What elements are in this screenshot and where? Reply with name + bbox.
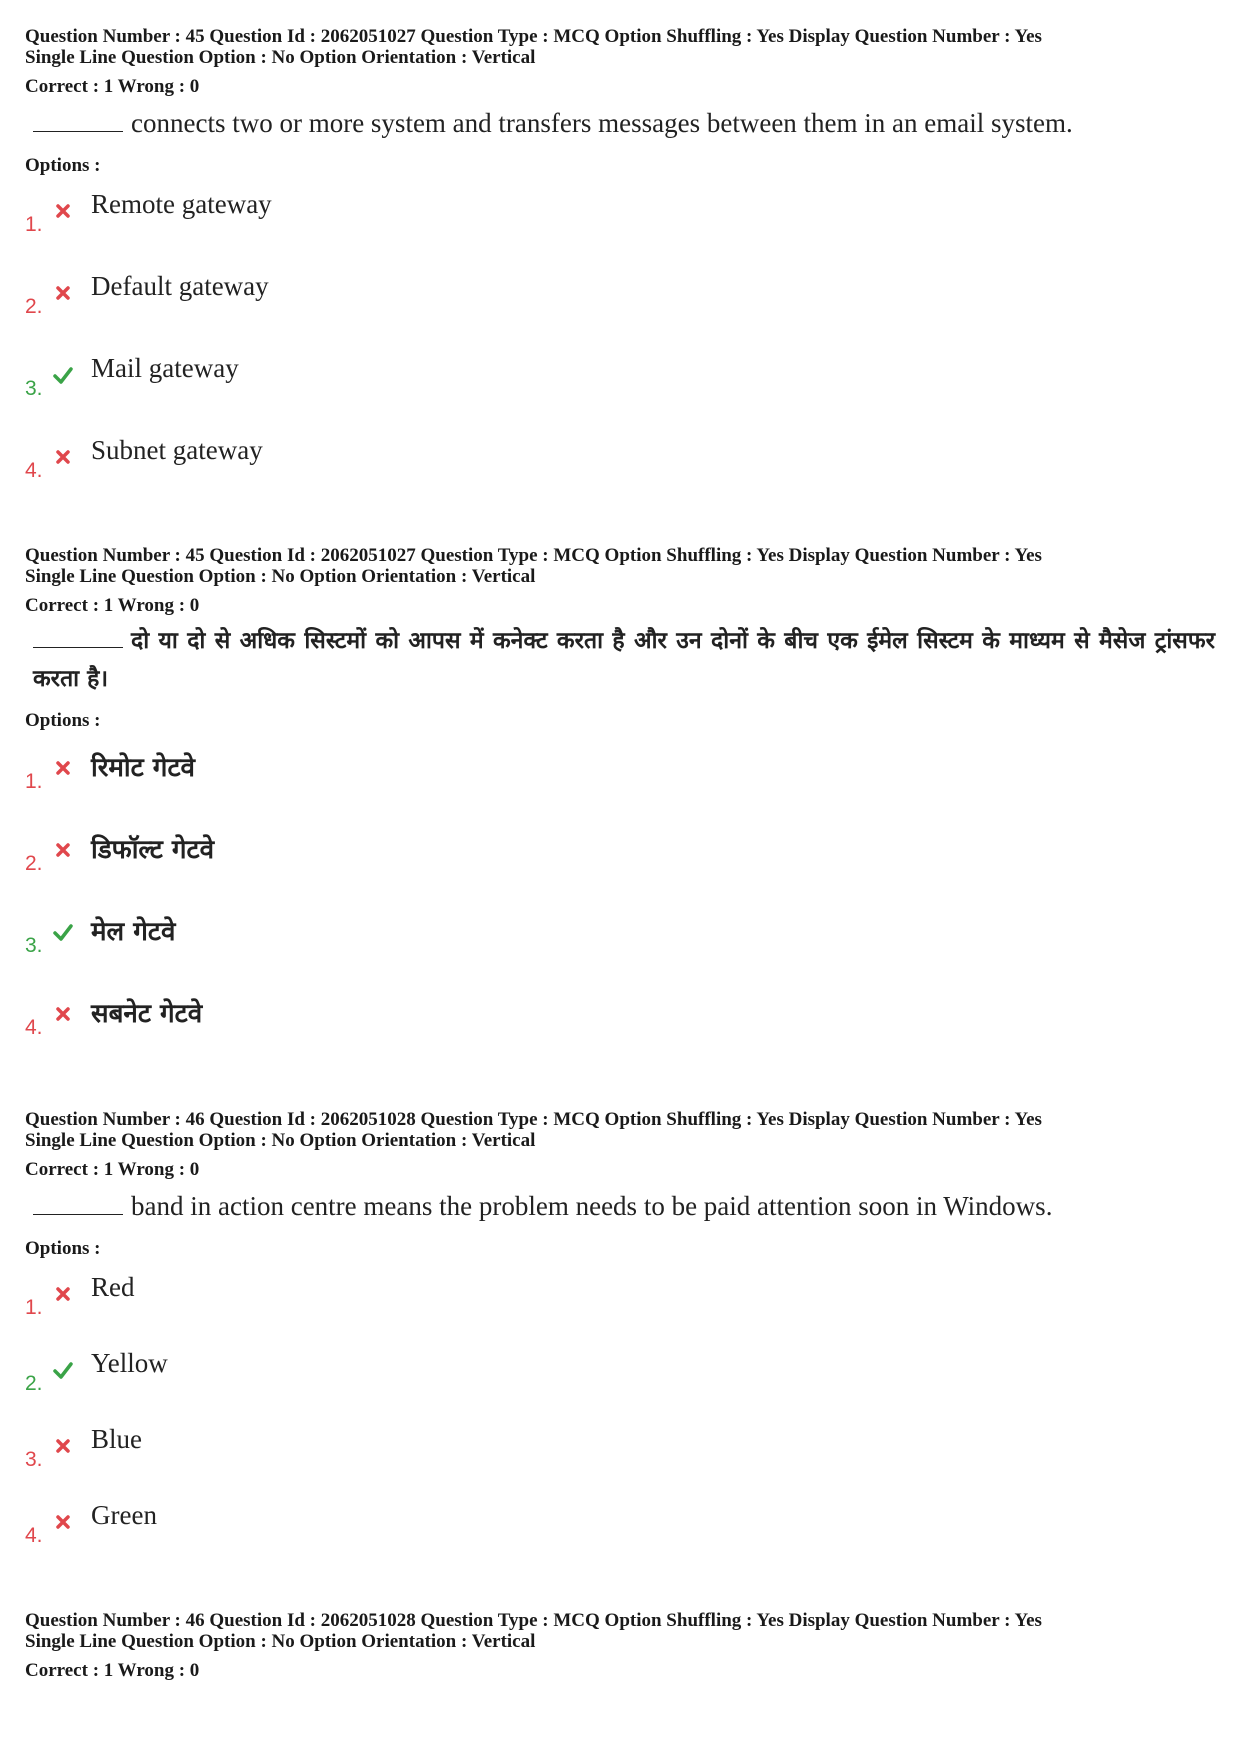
option-item — [25, 832, 1215, 914]
cross-icon — [53, 283, 73, 303]
option-text: Subnet gateway — [91, 435, 263, 465]
question-meta — [25, 1610, 1215, 1652]
question-text — [25, 622, 1215, 698]
answer-blank — [33, 107, 123, 132]
marks-line: Correct : 1 Wrong : 0 — [25, 76, 200, 97]
question-text — [25, 1186, 1215, 1226]
question-block — [25, 26, 1215, 521]
option-text: सबनेट गेटवे — [91, 999, 203, 1029]
option-number: 1. — [25, 213, 43, 236]
meta-line-2: Single Line Question Option : No Option Orientation : Vertical — [25, 1130, 536, 1151]
marks-line: Correct : 1 Wrong : 0 — [25, 595, 200, 616]
option-item — [25, 271, 1215, 357]
option-number: 4. — [25, 1524, 43, 1547]
question-block — [25, 545, 1215, 1078]
options-label: Options : — [25, 1238, 101, 1259]
question-meta — [25, 545, 1215, 587]
option-item — [25, 189, 1215, 275]
option-text: मेल गेटवे — [91, 917, 176, 947]
option-text: रिमोट गेटवे — [91, 753, 196, 783]
option-number: 4. — [25, 1016, 43, 1039]
option-text: Mail gateway — [91, 353, 239, 383]
question-block — [25, 1610, 1215, 1681]
question-text — [25, 103, 1215, 143]
question-block — [25, 1109, 1215, 1580]
option-number: 3. — [25, 934, 43, 957]
option-number: 3. — [25, 1448, 43, 1471]
meta-line-2: Single Line Question Option : No Option Orientation : Vertical — [25, 566, 536, 587]
option-text: Blue — [91, 1424, 142, 1454]
option-text: Yellow — [91, 1348, 168, 1378]
options-label: Options : — [25, 710, 101, 731]
cross-icon — [53, 1004, 73, 1024]
option-text: Default gateway — [91, 271, 269, 301]
question-text-body: band in action centre means the problem needs to be paid attention soon in Windows. — [131, 1191, 1053, 1221]
answer-blank — [33, 1190, 123, 1215]
meta-line-1: Question Number : 46 Question Id : 2062051028 Question Type : MCQ Option Shuffling : Yes Display Question Number : Yes — [25, 1610, 1042, 1631]
check-icon — [53, 365, 73, 385]
option-number: 2. — [25, 295, 43, 318]
option-number: 4. — [25, 459, 43, 482]
option-number: 2. — [25, 1372, 43, 1395]
option-text: Remote gateway — [91, 189, 272, 219]
marks-line: Correct : 1 Wrong : 0 — [25, 1660, 200, 1681]
option-item — [25, 996, 1215, 1078]
meta-line-1: Question Number : 46 Question Id : 2062051028 Question Type : MCQ Option Shuffling : Yes Display Question Number : Yes — [25, 1109, 1042, 1130]
option-number: 1. — [25, 1296, 43, 1319]
marks-line: Correct : 1 Wrong : 0 — [25, 1159, 200, 1180]
option-item — [25, 914, 1215, 996]
cross-icon — [53, 447, 73, 467]
meta-line-1: Question Number : 45 Question Id : 2062051027 Question Type : MCQ Option Shuffling : Yes Display Question Number : Yes — [25, 26, 1042, 47]
cross-icon — [53, 201, 73, 221]
meta-line-2: Single Line Question Option : No Option Orientation : Vertical — [25, 1631, 536, 1652]
option-item — [25, 435, 1215, 521]
option-item — [25, 1348, 1215, 1428]
question-meta — [25, 26, 1215, 68]
meta-line-2: Single Line Question Option : No Option Orientation : Vertical — [25, 47, 536, 68]
question-text-body: connects two or more system and transfers messages between them in an email system. — [131, 108, 1073, 138]
check-icon — [53, 922, 73, 942]
cross-icon — [53, 1512, 73, 1532]
option-item — [25, 1500, 1215, 1580]
options-label: Options : — [25, 155, 101, 176]
cross-icon — [53, 1436, 73, 1456]
meta-line-1: Question Number : 45 Question Id : 2062051027 Question Type : MCQ Option Shuffling : Yes Display Question Number : Yes — [25, 545, 1042, 566]
cross-icon — [53, 1284, 73, 1304]
check-icon — [53, 1360, 73, 1380]
answer-blank — [33, 623, 123, 648]
question-meta — [25, 1109, 1215, 1151]
option-item — [25, 750, 1215, 832]
option-number: 2. — [25, 852, 43, 875]
option-item — [25, 353, 1215, 439]
option-number: 1. — [25, 770, 43, 793]
option-item — [25, 1424, 1215, 1504]
cross-icon — [53, 758, 73, 778]
option-item — [25, 1272, 1215, 1352]
question-text-body: दो या दो से अधिक सिस्टमों को आपस में कनेक्ट करता है और उन दोनों के बीच एक ईमेल सिस्टम के माध्यम से मैसेज ट्रांसफर करता है। — [33, 628, 1215, 692]
option-number: 3. — [25, 377, 43, 400]
option-text: Green — [91, 1500, 157, 1530]
cross-icon — [53, 840, 73, 860]
option-text: Red — [91, 1272, 135, 1302]
option-text: डिफॉल्ट गेटवे — [91, 835, 215, 865]
